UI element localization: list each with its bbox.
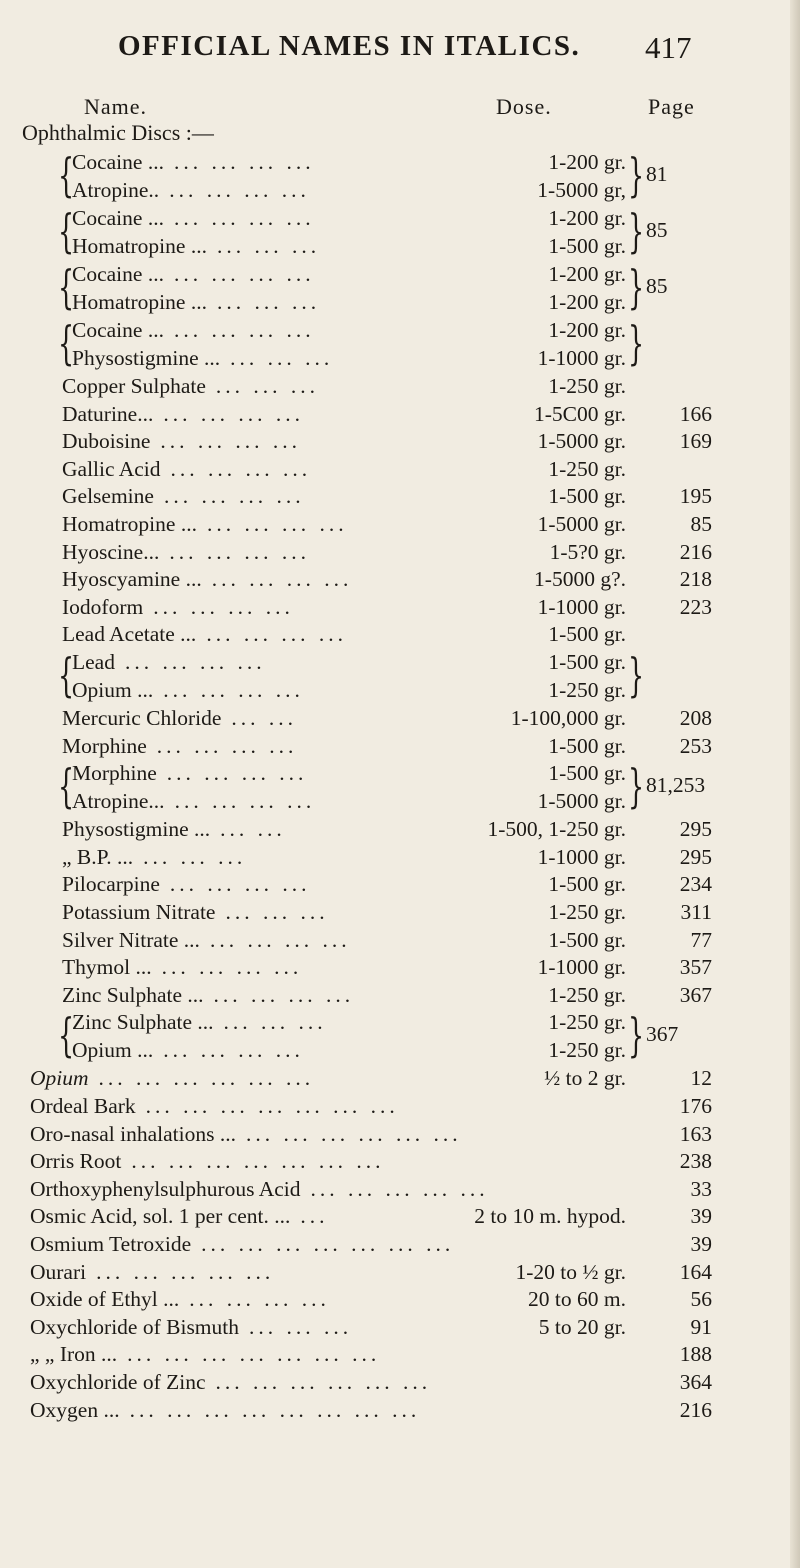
entry-name: Osmic Acid, sol. 1 per cent. ... bbox=[30, 1204, 291, 1229]
entry-name: Zinc Sulphate ... bbox=[62, 982, 204, 1007]
entry-row bbox=[0, 1396, 800, 1424]
entry-row bbox=[0, 344, 800, 372]
entry-row bbox=[0, 1008, 800, 1036]
entry-row bbox=[0, 1175, 800, 1203]
entry-dose: 1-250 gr. bbox=[548, 456, 626, 481]
dot-leader: ... ... ... ... ... ... ... ... bbox=[129, 1397, 421, 1422]
dot-leader: ... ... ... ... bbox=[206, 512, 348, 536]
entry-dose: 1-200 gr. bbox=[548, 150, 626, 174]
group-page: 85 bbox=[646, 218, 668, 242]
entry-row bbox=[0, 1313, 800, 1341]
entry-name: Homatropine ... bbox=[62, 512, 197, 536]
right-brace: } bbox=[628, 204, 645, 258]
column-header-dose: Dose. bbox=[496, 94, 552, 119]
dot-leader: ... ... ... ... bbox=[166, 761, 308, 786]
entry-dose: 1-250 gr. bbox=[548, 678, 626, 702]
entry-name: Opium ... bbox=[72, 678, 154, 702]
entry-row bbox=[0, 176, 800, 204]
entry-dose: 1-1000 gr. bbox=[537, 955, 626, 980]
dot-leader: ... ... ... ... bbox=[153, 594, 294, 619]
entry-dose: 1-1000 gr. bbox=[537, 844, 626, 869]
entry-dose: 1-500 gr. bbox=[548, 733, 626, 758]
entry-page: 357 bbox=[679, 955, 712, 980]
group-page: 85 bbox=[646, 274, 668, 298]
section-title: Ophthalmic Discs :— bbox=[22, 120, 214, 145]
entry-page: 163 bbox=[679, 1121, 712, 1146]
dot-leader: ... ... ... ... ... ... bbox=[215, 1370, 432, 1394]
entry-page: 364 bbox=[679, 1370, 712, 1394]
entry-name: Hyoscyamine ... bbox=[62, 567, 202, 592]
entry-dose: 1-5C00 gr. bbox=[534, 401, 626, 426]
dot-leader: ... ... ... ... bbox=[213, 982, 355, 1007]
entry-row bbox=[0, 815, 800, 843]
entry-dose: 1-1000 gr. bbox=[537, 346, 626, 370]
entry-row bbox=[0, 843, 800, 871]
running-title: OFFICIAL NAMES IN ITALICS. bbox=[118, 30, 581, 62]
entry-dose: 1-500 gr. bbox=[548, 872, 626, 897]
left-brace: { bbox=[58, 204, 75, 258]
entry-name: Zinc Sulphate ... bbox=[72, 1010, 214, 1035]
dot-leader: ... ... ... ... bbox=[211, 567, 353, 592]
entry-row bbox=[0, 648, 800, 676]
dot-leader: ... ... ... ... ... ... bbox=[246, 1121, 462, 1146]
entry-name: Orris Root bbox=[30, 1149, 122, 1174]
dot-leader: ... ... ... ... bbox=[124, 650, 266, 674]
entry-name: Cocaine ... bbox=[72, 150, 164, 174]
entry-page: 311 bbox=[680, 900, 712, 924]
dot-leader: ... ... bbox=[220, 817, 286, 842]
entry-row bbox=[0, 510, 800, 538]
entry-page: 234 bbox=[679, 872, 712, 897]
group-page: 81,253 bbox=[646, 773, 706, 798]
entry-dose: 1-500 gr. bbox=[548, 234, 626, 258]
entry-page: 166 bbox=[679, 401, 712, 426]
dot-leader: ... ... ... ... bbox=[161, 955, 303, 980]
dot-leader: ... ... bbox=[231, 706, 298, 730]
dot-leader: ... ... ... ... bbox=[173, 150, 315, 174]
entry-name: Potassium Nitrate bbox=[62, 900, 216, 924]
entry-page: 33 bbox=[690, 1176, 712, 1201]
entry-name: Morphine bbox=[62, 733, 147, 758]
entry-name: Atropine... bbox=[72, 789, 165, 814]
entry-dose: 1-5000 gr, bbox=[537, 178, 626, 202]
dot-leader: ... ... ... ... ... ... bbox=[98, 1066, 315, 1091]
entry-name: Physostigmine ... bbox=[72, 346, 221, 370]
entry-row bbox=[0, 565, 800, 593]
column-header-name: Name. bbox=[84, 94, 148, 119]
entry-row bbox=[0, 898, 800, 926]
entry-name: Pilocarpine bbox=[62, 872, 160, 897]
dot-leader: ... ... ... ... ... bbox=[310, 1176, 489, 1201]
dot-leader: ... ... ... ... bbox=[163, 1038, 304, 1063]
entry-name: Oxychloride of Bismuth bbox=[30, 1314, 240, 1339]
entry-name: Mercuric Chloride bbox=[62, 706, 222, 730]
entry-page: 39 bbox=[690, 1204, 712, 1229]
entry-dose: 1-100,000 gr. bbox=[510, 706, 626, 730]
entry-page: 253 bbox=[679, 733, 712, 758]
entry-row bbox=[0, 148, 800, 176]
entry-row bbox=[0, 1064, 800, 1092]
dot-leader: ... bbox=[300, 1204, 329, 1229]
entry-dose: 1-250 gr. bbox=[548, 900, 626, 924]
right-brace: } bbox=[628, 148, 645, 202]
right-brace: } bbox=[628, 648, 645, 702]
entry-row bbox=[0, 1202, 800, 1230]
entry-row bbox=[0, 870, 800, 898]
right-brace: } bbox=[628, 1008, 645, 1063]
entry-page: 85 bbox=[690, 512, 712, 536]
entry-dose: 20 to 60 m. bbox=[528, 1287, 626, 1312]
entry-row bbox=[0, 400, 800, 428]
entry-name: „ B.P. ... bbox=[62, 844, 134, 869]
entry-dose: 1-200 gr. bbox=[548, 290, 626, 314]
entry-dose: 5 to 20 gr. bbox=[538, 1314, 626, 1339]
entry-dose: 1-5000 gr. bbox=[537, 512, 626, 536]
entry-row bbox=[0, 1147, 800, 1175]
entry-row bbox=[0, 926, 800, 954]
entry-page: 169 bbox=[679, 429, 712, 454]
entry-dose: 1-250 gr. bbox=[548, 1010, 626, 1035]
entry-page: 216 bbox=[679, 539, 712, 564]
entry-row bbox=[0, 1036, 800, 1064]
entry-page: 367 bbox=[679, 982, 712, 1007]
dot-leader: ... ... ... ... ... ... ... bbox=[145, 1094, 399, 1118]
dot-leader: ... ... ... ... bbox=[163, 401, 304, 426]
entry-dose: 2 to 10 m. hypod. bbox=[474, 1204, 626, 1229]
dot-leader: ... ... ... ... bbox=[170, 456, 312, 481]
dot-leader: ... ... ... ... ... ... ... bbox=[131, 1149, 385, 1174]
dot-leader: ... ... ... bbox=[225, 900, 329, 924]
dot-leader: ... ... ... bbox=[216, 234, 321, 258]
entry-name: Thymol ... bbox=[62, 955, 152, 980]
entry-row bbox=[0, 981, 800, 1009]
entry-name: Copper Sulphate bbox=[62, 374, 206, 398]
dot-leader: ... ... ... ... bbox=[206, 622, 347, 647]
entry-row bbox=[0, 953, 800, 981]
entry-page: 295 bbox=[679, 844, 712, 869]
entry-name: Orthoxyphenylsulphurous Acid bbox=[30, 1176, 301, 1201]
entry-dose: 1-250 gr. bbox=[548, 982, 626, 1007]
entry-dose: 1-500 gr. bbox=[548, 927, 626, 952]
entry-row bbox=[0, 1092, 800, 1120]
entry-row bbox=[0, 676, 800, 704]
entry-name: Oxide of Ethyl ... bbox=[30, 1287, 180, 1312]
entry-row bbox=[0, 372, 800, 400]
entry-name: Opium ... bbox=[72, 1038, 154, 1063]
dot-leader: ... ... ... bbox=[223, 1010, 327, 1035]
entry-page: 39 bbox=[690, 1232, 712, 1256]
entry-page: 188 bbox=[679, 1342, 712, 1367]
entry-name: Hyoscine... bbox=[62, 539, 160, 564]
entry-page: 223 bbox=[679, 594, 712, 619]
dot-leader: ... ... ... ... bbox=[189, 1287, 330, 1312]
entry-name: Morphine bbox=[72, 761, 157, 786]
entry-name: Ourari bbox=[30, 1259, 87, 1284]
dot-leader: ... ... ... ... bbox=[173, 206, 315, 230]
entry-page: 218 bbox=[679, 567, 712, 592]
group-page: 81 bbox=[646, 162, 668, 186]
entry-dose: 1-5000 gr. bbox=[537, 429, 626, 454]
entry-row bbox=[0, 704, 800, 732]
dot-leader: ... ... ... ... bbox=[174, 789, 316, 814]
entry-page: 91 bbox=[690, 1314, 712, 1339]
dot-leader: ... ... ... ... bbox=[173, 262, 315, 286]
entry-name: Cocaine ... bbox=[72, 206, 164, 230]
entry-name: Cocaine ... bbox=[72, 262, 164, 286]
entry-page: 12 bbox=[690, 1066, 712, 1091]
entry-row bbox=[0, 620, 800, 648]
entry-name: Atropine.. bbox=[72, 178, 160, 202]
left-brace: { bbox=[58, 148, 75, 202]
entry-row bbox=[0, 316, 800, 344]
entry-row bbox=[0, 593, 800, 621]
dot-leader: ... ... ... ... bbox=[163, 678, 304, 702]
entry-dose: 1-5?0 gr. bbox=[549, 539, 626, 564]
left-brace: { bbox=[58, 260, 75, 314]
entry-row bbox=[0, 260, 800, 288]
dot-leader: ... ... ... ... ... ... ... bbox=[201, 1232, 455, 1256]
entry-name: Cocaine ... bbox=[72, 318, 164, 342]
entry-dose: 1-20 to ½ gr. bbox=[515, 1259, 626, 1284]
dot-leader: ... ... ... bbox=[143, 844, 247, 869]
entry-row bbox=[0, 1230, 800, 1258]
left-brace: { bbox=[58, 759, 75, 814]
entry-page: 238 bbox=[679, 1149, 712, 1174]
entry-dose: 1-200 gr. bbox=[548, 318, 626, 342]
page-number: 417 bbox=[645, 30, 692, 65]
entry-name: Opium bbox=[30, 1066, 89, 1091]
entry-row bbox=[0, 1368, 800, 1396]
dot-leader: ... ... ... bbox=[215, 374, 320, 398]
entry-row bbox=[0, 1285, 800, 1313]
entry-row bbox=[0, 482, 800, 510]
entry-row bbox=[0, 1340, 800, 1368]
entry-name: Lead bbox=[72, 650, 115, 674]
entry-page: 195 bbox=[679, 484, 712, 509]
entry-row bbox=[0, 455, 800, 483]
entry-row bbox=[0, 538, 800, 566]
dot-leader: ... ... ... ... bbox=[173, 318, 315, 342]
entry-name: Physostigmine ... bbox=[62, 817, 211, 842]
entry-name: Lead Acetate ... bbox=[62, 622, 197, 647]
left-brace: { bbox=[58, 316, 75, 370]
entry-page: 77 bbox=[690, 927, 712, 952]
entry-name: Gallic Acid bbox=[62, 456, 161, 481]
entry-dose: 1-5000 g?. bbox=[534, 567, 626, 592]
entry-dose: 1-500 gr. bbox=[548, 650, 626, 674]
entry-row bbox=[0, 204, 800, 232]
group-page: 367 bbox=[646, 1022, 679, 1047]
entry-dose: 1-200 gr. bbox=[548, 206, 626, 230]
entry-dose: 1-500 gr. bbox=[548, 622, 626, 647]
entry-name: Duboisine bbox=[62, 429, 151, 454]
dot-leader: ... ... ... ... ... ... ... bbox=[127, 1342, 381, 1367]
dot-leader: ... ... ... bbox=[216, 290, 321, 314]
entry-row bbox=[0, 1258, 800, 1286]
dot-leader: ... ... ... bbox=[230, 346, 334, 370]
left-brace: { bbox=[58, 1008, 75, 1063]
entry-page: 216 bbox=[679, 1397, 712, 1422]
dot-leader: ... ... ... ... bbox=[160, 429, 302, 454]
entry-row bbox=[0, 1120, 800, 1148]
entry-row bbox=[0, 427, 800, 455]
entry-name: Iodoform bbox=[62, 594, 144, 619]
entry-dose: ½ to 2 gr. bbox=[544, 1066, 626, 1091]
right-brace: } bbox=[628, 260, 645, 314]
entry-page: 56 bbox=[690, 1287, 712, 1312]
entry-dose: 1-500, 1-250 gr. bbox=[487, 817, 626, 842]
entry-name: „ „ Iron ... bbox=[30, 1342, 118, 1367]
entry-dose: 1-1000 gr. bbox=[537, 594, 626, 619]
dot-leader: ... ... ... ... bbox=[209, 927, 351, 952]
entry-name: Ordeal Bark bbox=[30, 1094, 136, 1118]
entry-name: Oxygen ... bbox=[30, 1397, 120, 1422]
dot-leader: ... ... ... ... ... bbox=[96, 1259, 275, 1284]
entry-dose: 1-250 gr. bbox=[548, 374, 626, 398]
entry-name: Homatropine ... bbox=[72, 290, 207, 314]
entry-name: Daturine... bbox=[62, 401, 154, 426]
dot-leader: ... ... ... ... bbox=[163, 484, 305, 509]
dot-leader: ... ... ... bbox=[249, 1314, 353, 1339]
dot-leader: ... ... ... ... bbox=[156, 733, 298, 758]
left-brace: { bbox=[58, 648, 75, 702]
entry-page: 208 bbox=[679, 706, 712, 730]
entry-name: Osmium Tetroxide bbox=[30, 1232, 192, 1256]
entry-name: Oro-nasal inhalations ... bbox=[30, 1121, 236, 1146]
dot-leader: ... ... ... ... bbox=[169, 872, 311, 897]
entry-name: Homatropine ... bbox=[72, 234, 207, 258]
dot-leader: ... ... ... ... bbox=[169, 178, 310, 202]
column-header-page: Page bbox=[648, 94, 695, 119]
entry-dose: 1-500 gr. bbox=[548, 484, 626, 509]
entry-name: Gelsemine bbox=[62, 484, 154, 509]
entry-row bbox=[0, 232, 800, 260]
entry-row bbox=[0, 732, 800, 760]
entry-page: 164 bbox=[679, 1259, 712, 1284]
entry-page: 295 bbox=[679, 817, 712, 842]
entry-name: Silver Nitrate ... bbox=[62, 927, 200, 952]
entry-row bbox=[0, 288, 800, 316]
entry-dose: 1-5000 gr. bbox=[537, 789, 626, 814]
entry-dose: 1-250 gr. bbox=[548, 1038, 626, 1063]
entry-page: 176 bbox=[679, 1094, 712, 1118]
entry-name: Oxychloride of Zinc bbox=[30, 1370, 206, 1394]
entry-dose: 1-200 gr. bbox=[548, 262, 626, 286]
right-brace: } bbox=[628, 759, 645, 814]
dot-leader: ... ... ... ... bbox=[169, 539, 310, 564]
entry-dose: 1-500 gr. bbox=[548, 761, 626, 786]
right-brace: } bbox=[628, 316, 645, 370]
